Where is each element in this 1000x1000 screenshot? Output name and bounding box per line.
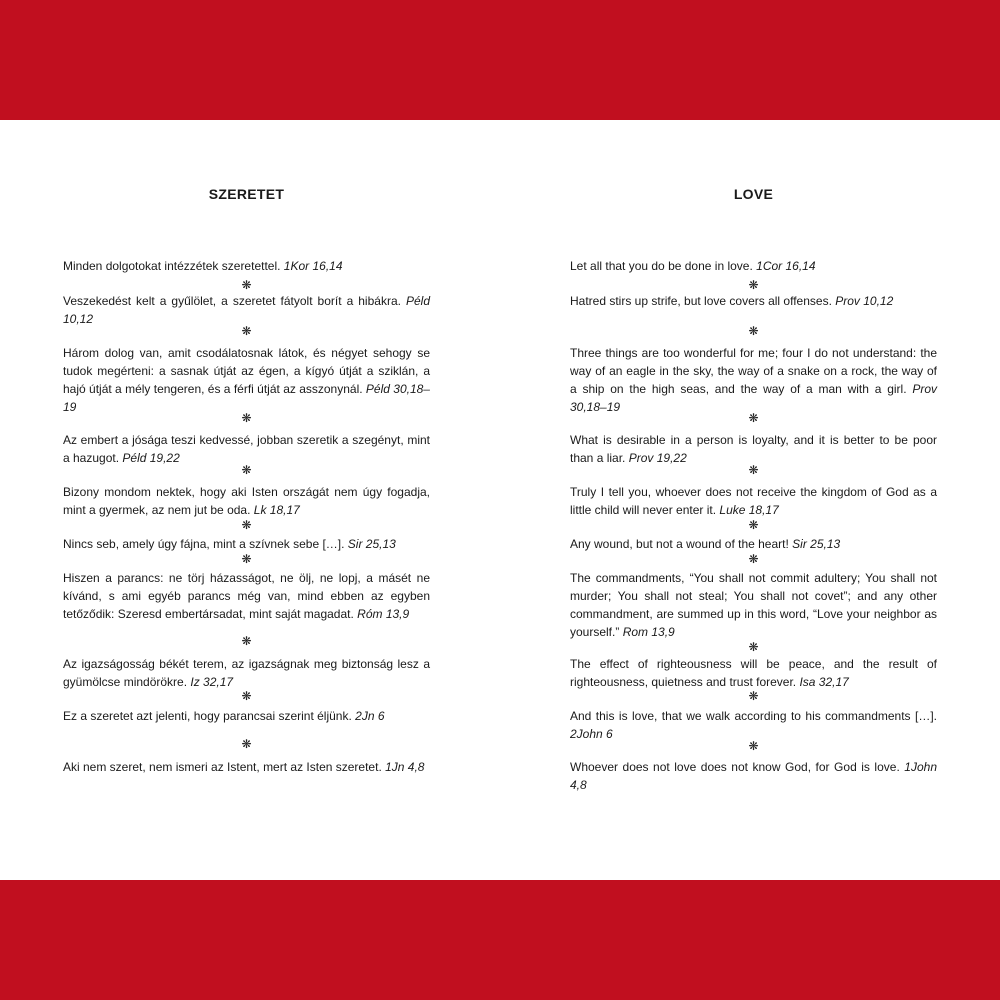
right-verse-2 (570, 292, 937, 310)
verse-text: Three things are too wonderful for me; four I do not understand: the way of an eagle in the sky, the way of a snake on a rock, the way of a ship on the high seas, and the way of a man with a girl. (570, 346, 937, 396)
verse-text: Az igazságosság békét terem, az igazságnak meg biztonság lesz a gyümölcse mindörökre. (63, 657, 430, 689)
verse-text: The commandments, “You shall not commit adultery; You shall not murder; You shall not steal; You shall not covet”; and any other commandment, are summed up in this word, “Love your neighbor as yourself.” (570, 571, 937, 639)
right-verse-8 (570, 655, 937, 691)
bottom-red-band (0, 880, 1000, 1000)
verse-text: Veszekedést kelt a gyűlölet, a szeretet fátyolt borít a hibákra. (63, 294, 406, 308)
right-page-title: LOVE (733, 186, 774, 202)
verse-reference: Péld 19,22 (122, 451, 180, 465)
left-verse-10 (63, 758, 430, 776)
separator-ornament: ❋ (241, 689, 252, 703)
verse-text: Whoever does not love does not know God, for God is love. (570, 760, 905, 774)
verse-text: Nincs seb, amely úgy fájna, mint a szívnek sebe […]. (63, 537, 348, 551)
verse-text: What is desirable in a person is loyalty, and it is better to be poor than a liar. (570, 433, 937, 465)
verse-text: Aki nem szeret, nem ismeri az Istent, mert az Isten szeretet. (63, 760, 386, 774)
verse-reference: 1Cor 16,14 (756, 259, 816, 273)
right-verse-1 (570, 257, 937, 275)
verse-reference: Péld 10,12 (63, 294, 430, 326)
verse-reference: Prov 10,12 (835, 294, 894, 308)
left-verse-7 (63, 569, 430, 623)
verse-reference: 1Jn 4,8 (385, 760, 425, 774)
separator-ornament: ❋ (748, 518, 759, 532)
separator-ornament: ❋ (748, 552, 759, 566)
verse-text: The effect of righteousness will be peace, and the result of righteousness, quietness and trust forever. (570, 657, 937, 689)
left-verse-2 (63, 292, 430, 328)
verse-reference: Isa 32,17 (799, 675, 849, 689)
verse-reference: Prov 19,22 (628, 451, 687, 465)
verse-reference: Lk 18,17 (253, 503, 300, 517)
separator-ornament: ❋ (241, 634, 252, 648)
verse-text: Any wound, but not a wound of the heart! (570, 537, 793, 551)
left-verse-3 (63, 344, 430, 416)
left-verse-5 (63, 483, 430, 519)
verse-reference: 2Jn 6 (355, 709, 385, 723)
verse-text: Az embert a jósága teszi kedvessé, jobban szeretik a szegényt, mint a hazugot. (63, 433, 430, 465)
left-verse-9 (63, 707, 430, 725)
verse-text: Let all that you do be done in love. (570, 259, 757, 273)
separator-ornament: ❋ (241, 552, 252, 566)
top-red-band (0, 0, 1000, 120)
verse-reference: Prov 30,18–19 (570, 382, 937, 414)
verse-reference: Péld 30,18–19 (63, 382, 430, 414)
verse-reference: Róm 13,9 (357, 607, 410, 621)
verse-reference: Rom 13,9 (622, 625, 675, 639)
left-verse-6 (63, 535, 430, 553)
right-verse-4 (570, 431, 937, 467)
separator-ornament: ❋ (241, 324, 252, 338)
separator-ornament: ❋ (748, 278, 759, 292)
right-verse-7 (570, 569, 937, 641)
verse-reference: Sir 25,13 (792, 537, 841, 551)
separator-ornament: ❋ (748, 411, 759, 425)
separator-ornament: ❋ (748, 463, 759, 477)
verse-text: And this is love, that we walk according to his commandments […]. (570, 709, 937, 723)
verse-text: Ez a szeretet azt jelenti, hogy parancsai szerint éljünk. (63, 709, 356, 723)
verse-reference: Sir 25,13 (347, 537, 396, 551)
separator-ornament: ❋ (748, 739, 759, 753)
right-verse-6 (570, 535, 937, 553)
separator-ornament: ❋ (241, 737, 252, 751)
right-verse-9 (570, 707, 937, 743)
verse-reference: Iz 32,17 (190, 675, 234, 689)
right-verse-3 (570, 344, 937, 416)
verse-text: Hatred stirs up strife, but love covers all offenses. (570, 294, 836, 308)
left-verse-1 (63, 257, 430, 275)
verse-reference: 1John 4,8 (570, 760, 937, 792)
left-page-title: SZERETET (208, 186, 285, 202)
verse-text: Minden dolgotokat intézzétek szeretettel. (63, 259, 284, 273)
separator-ornament: ❋ (241, 518, 252, 532)
separator-ornament: ❋ (748, 324, 759, 338)
separator-ornament: ❋ (748, 689, 759, 703)
verse-reference: 1Kor 16,14 (283, 259, 343, 273)
separator-ornament: ❋ (241, 278, 252, 292)
verse-reference: Luke 18,17 (719, 503, 779, 517)
verse-text: Három dolog van, amit csodálatosnak látok, és négyet sehogy se tudok megérteni: a sasnak útját az égen, a kígyó útját a sziklán, a hajó útját a mély tengeren, és a férfi útját az asszonynál. (63, 346, 430, 396)
right-verse-10 (570, 758, 937, 794)
separator-ornament: ❋ (241, 411, 252, 425)
right-verse-5 (570, 483, 937, 519)
verse-text: Bizony mondom nektek, hogy aki Isten országát nem úgy fogadja, mint a gyermek, az nem jut be oda. (63, 485, 430, 517)
left-verse-8 (63, 655, 430, 691)
verse-text: Hiszen a parancs: ne törj házasságot, ne ölj, ne lopj, a másét ne kívánd, s ami egyéb parancs még van, mind ebben az egyben tetőződik: Szeresd embertársadat, mint saját magadat. (63, 571, 430, 621)
left-verse-4 (63, 431, 430, 467)
separator-ornament: ❋ (241, 463, 252, 477)
verse-reference: 2John 6 (570, 727, 613, 741)
verse-text: Truly I tell you, whoever does not receive the kingdom of God as a little child will never enter it. (570, 485, 937, 517)
separator-ornament: ❋ (748, 640, 759, 654)
